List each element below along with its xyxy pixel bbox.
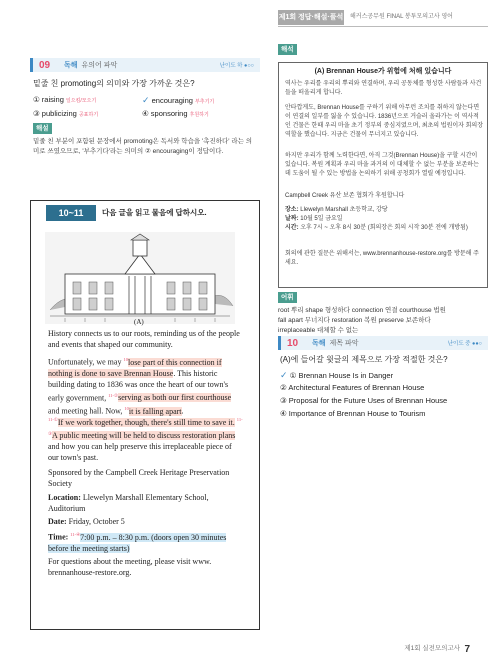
footer-text: 제1회 실전모의고사	[404, 645, 460, 652]
check-mark-icon: ✓	[280, 370, 288, 380]
passage-para-1: History connects us to our roots, reminding us of the people and events that shaped our community.	[48, 329, 240, 349]
translation-para-2: 안타깝게도, Brennan House를 구하기 위해 아무런 조치를 취하지 않는다면 이 연결의 일부를 잃을 수 있습니다. 1836년으로 거슬러 올라가는 이 역사적인 건물은 한때 우리 마을 초기 정부의 중심지였으며, 최초의 법원이자 회의장 역할을 했습니다. 지금은 건물이 무너지고 있습니다.	[285, 105, 484, 138]
field-label: 날짜:	[285, 216, 299, 222]
text-run: and meeting hall. Now,	[48, 406, 125, 416]
passage-date	[48, 516, 244, 527]
choice-gloss: 일으킴/모으기	[65, 98, 97, 104]
highlight: serving as both our first courthouse	[118, 393, 232, 403]
question-ref: 11-②	[108, 392, 119, 398]
question-category: 독해	[312, 340, 326, 347]
explanation-label: 해설	[33, 123, 52, 134]
question-ref: 11-③	[48, 417, 243, 436]
translation-date	[285, 215, 483, 224]
figure-label: (A)	[134, 318, 144, 326]
field-value: 10월 5일 금요일	[300, 216, 343, 222]
field-value: Llewelyn Marshall 초등학교, 강당	[300, 207, 388, 213]
translation-title: (A) Brennan House가 위험에 처해 있습니다	[314, 68, 452, 75]
highlight: A public meeting will be held to discuss restoration plans	[52, 431, 236, 441]
highlight: 7:00 p.m. – 8:30 p.m. (doors open 30 minutes before the meeting starts)	[48, 532, 227, 553]
question-09-text: 밑줄 친 promoting의 의미와 가장 가까운 것은?	[33, 79, 195, 88]
field-value: Friday, October 5	[68, 517, 125, 526]
translation-label: 해석	[278, 44, 297, 55]
choice-label: encouraging	[151, 96, 193, 105]
brennan-house-illustration	[45, 232, 235, 324]
choice-2: ② Architectural Features of Brennan House	[280, 383, 425, 392]
question-10-text: (A)에 들어갈 윗글의 제목으로 가장 적절한 것은?	[280, 355, 448, 364]
highlight: it is falling apart	[128, 406, 182, 416]
choice-label: ① Brennan House Is in Danger	[289, 371, 394, 380]
passage-instruction: 다음 글을 읽고 물음에 답하시오.	[102, 208, 207, 217]
highlight: If we work together, though, there's still time to save it.	[57, 417, 235, 427]
choice-gloss: 후원하기	[189, 112, 209, 118]
field-value: Llewelyn Marshall Elementary School, Auditorium	[48, 493, 209, 513]
passage-location	[48, 492, 244, 514]
translation-para-4: Campbell Creek 유산 보존 협회가 후원합니다	[285, 193, 405, 199]
passage-sponsor: Sponsored by the Campbell Creek Heritage Preservation Society	[48, 468, 230, 488]
choice-3: ③ Proposal for the Future Uses of Brennan House	[280, 396, 448, 405]
passage-para-2	[48, 354, 244, 417]
translation-place	[285, 206, 483, 215]
passage-para-3	[48, 414, 244, 463]
vocab-line-3: irreplaceable 대체할 수 없는	[278, 327, 359, 334]
question-10-bar	[278, 336, 488, 350]
difficulty-level: 난이도 하 ●○○	[219, 63, 254, 69]
field-label: 시간:	[285, 225, 299, 231]
question-ref: 11-①	[48, 417, 58, 422]
translation-para-1: 역사는 우리를 우리의 뿌리와 연결하며, 우리 공동체를 형성한 사람들과 사건들을 떠올리게 합니다.	[285, 81, 482, 96]
text-run: Unfortunately, we may	[48, 357, 124, 367]
field-label: Date:	[48, 517, 67, 526]
passage-time	[48, 529, 244, 554]
difficulty-level: 난이도 중 ●●○	[447, 341, 482, 347]
choice-gloss: 부추기기	[194, 99, 215, 105]
vocab-label: 어휘	[278, 292, 297, 303]
choice-4	[142, 108, 209, 121]
field-label: 장소:	[285, 207, 299, 213]
vocab-line-1: root 뿌리 shape 형성하다 connection 연결 courthouse 법원	[278, 307, 446, 314]
question-ref: 10	[123, 357, 128, 362]
text-run: . This historic building dating to 1836 was once the heart of our town's early government,	[48, 368, 229, 403]
field-value: 오후 7시 ~ 오후 8시 30분 (회의장은 회의 시작 30분 전에 개방됨)	[300, 225, 468, 231]
field-label: Time:	[48, 532, 69, 542]
question-09-bar	[30, 58, 260, 72]
question-ref: 10	[124, 406, 129, 412]
vocab-line-2: fall apart 무너지다 restoration 복원 preserve 보존하다	[278, 317, 431, 324]
highlight: lose part of this connection if nothing is done to save Brennan House	[48, 357, 222, 378]
question-type: 유의어 파악	[81, 62, 118, 69]
text-run: and how you can help preserve this irreplaceable piece of our town's past.	[48, 442, 232, 463]
question-ref: 11-④	[70, 532, 81, 537]
text-run: .	[181, 406, 184, 416]
question-category: 독해	[64, 62, 78, 69]
choice-2	[142, 94, 214, 108]
choice-label: ④ sponsoring	[142, 109, 188, 118]
passage-contact: For questions about the meeting, please visit www. brennanhouse-restore.org.	[48, 557, 212, 577]
passage-badge: 10~11	[46, 205, 96, 221]
choice-1	[33, 94, 96, 107]
choice-label: ③ publicizing	[33, 109, 77, 118]
field-label: Location:	[48, 493, 81, 502]
choice-label: ① raising	[33, 95, 64, 104]
page-number: 7	[464, 644, 470, 655]
question-type: 제목 파악	[329, 340, 359, 347]
question-number: 10	[287, 337, 299, 349]
choice-1	[280, 369, 393, 382]
translation-contact: 회의에 관한 질문은 위해서는, www.brennanhouse-restore.org를 방문해 주세요.	[285, 251, 479, 266]
explanation-text: 밑줄 친 부분이 포함된 문장에서 promoting은 독서와 학습을 '촉진하다' 라는 의미로 쓰였으므로, '부추기다'라는 의미의 ② encouraging이 정답이다.	[33, 138, 252, 155]
book-title: 해커스공무원 FINAL 봉투모의고사 영어	[350, 14, 453, 20]
question-number: 09	[39, 59, 51, 71]
header-divider	[278, 26, 488, 27]
check-mark-icon: ✓	[142, 95, 150, 105]
choice-gloss: 공표하기	[78, 112, 99, 118]
choice-3	[33, 108, 98, 121]
translation-para-3: 하지만 우리가 함께 노력한다면, 아직 그것(Brennan House)을 구할 시간이 있습니다. 복원 계획과 우리 마을 과거의 이 대체할 수 없는 부분을 보존하는 데 도움이 될 수 있는 방법을 논의하기 위해 공청회가 열릴 예정입니다.	[285, 153, 479, 177]
translation-time	[285, 224, 483, 233]
choice-4: ④ Importance of Brennan House to Tourism	[280, 409, 426, 418]
chapter-tab: 제1회 정답·해설·풀석	[278, 10, 344, 25]
